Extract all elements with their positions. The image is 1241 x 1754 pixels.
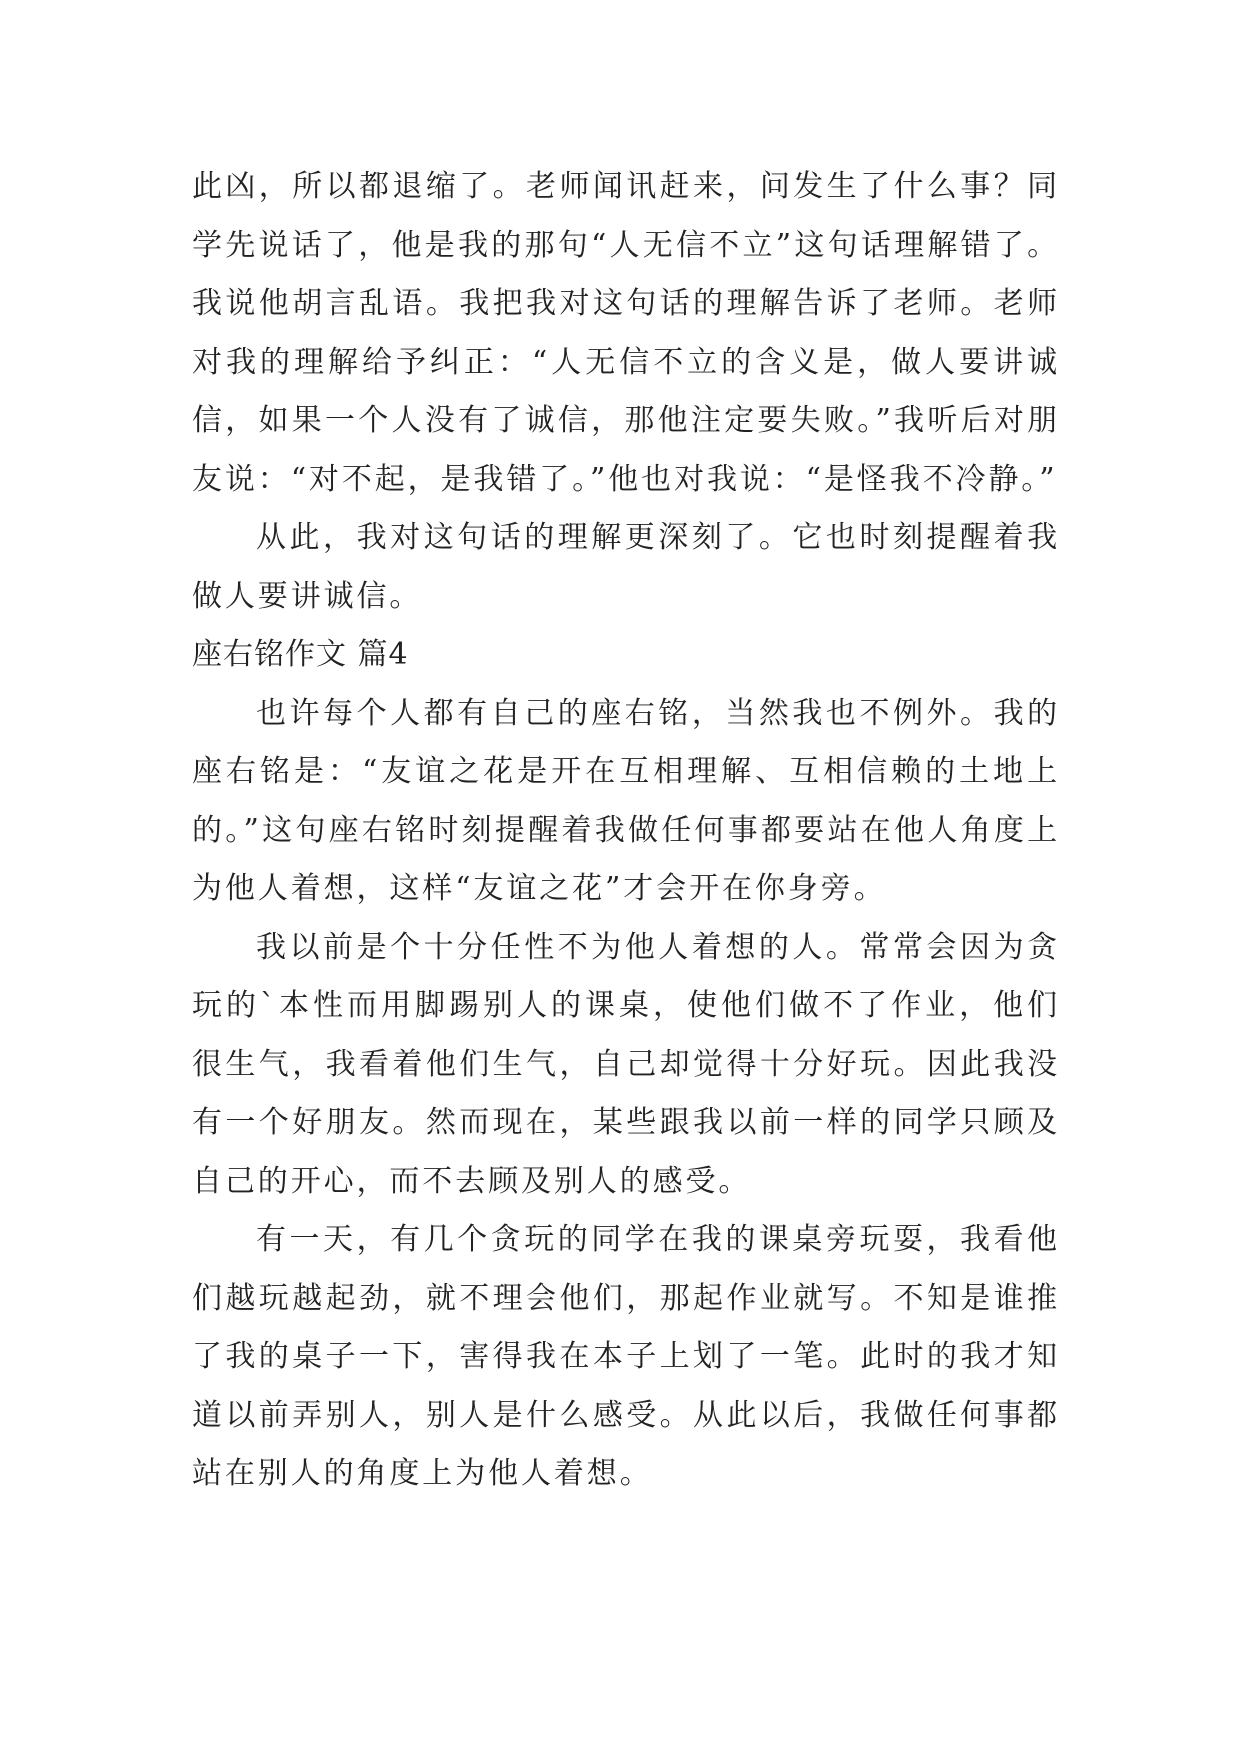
section-heading: 座右铭作文 篇4 (192, 637, 409, 672)
paragraph-conclusion: 从此，我对这句话的理解更深刻了。它也时刻提醒着我做人要讲诚信。 (192, 520, 1060, 614)
paragraph-motto: 也许每个人都有自己的座右铭，当然我也不例外。我的座右铭是：“友谊之花是开在互相理解、互相信赖的土地上的。”这句座右铭时刻提醒着我做任何事都要站在他人角度上为他人着想，这样“友谊之花”才会开在你身旁。 (192, 695, 1060, 906)
paragraph-continued: 此凶，所以都退缩了。老师闻讯赶来，问发生了什么事？同学先说话了，他是我的那句“人无信不立”这句话理解错了。我说他胡言乱语。我把我对这句话的理解告诉了老师。老师对我的理解给予纠正：“人无信不立的含义是，做人要讲诚信，如果一个人没有了诚信，那他注定要失败。”我听后对朋友说：“对不起，是我错了。”他也对我说：“是怪我不冷静。” (192, 169, 1060, 497)
paragraph-story: 有一天，有几个贪玩的同学在我的课桌旁玩耍，我看他们越玩越起劲，就不理会他们，那起作业就写。不知是谁推了我的桌子一下，害得我在本子上划了一笔。此时的我才知道以前弄别人，别人是什么感受。从此以后，我做任何事都站在别人的角度上为他人着想。 (192, 1222, 1060, 1491)
document-page (192, 158, 1060, 1504)
paragraph-past: 我以前是个十分任性不为他人着想的人。常常会因为贪玩的`本性而用脚踢别人的课桌，使他们做不了作业，他们很生气，我看着他们生气，自己却觉得十分好玩。因此我没有一个好朋友。然而现在，某些跟我以前一样的同学只顾及自己的开心，而不去顾及别人的感受。 (192, 929, 1060, 1199)
